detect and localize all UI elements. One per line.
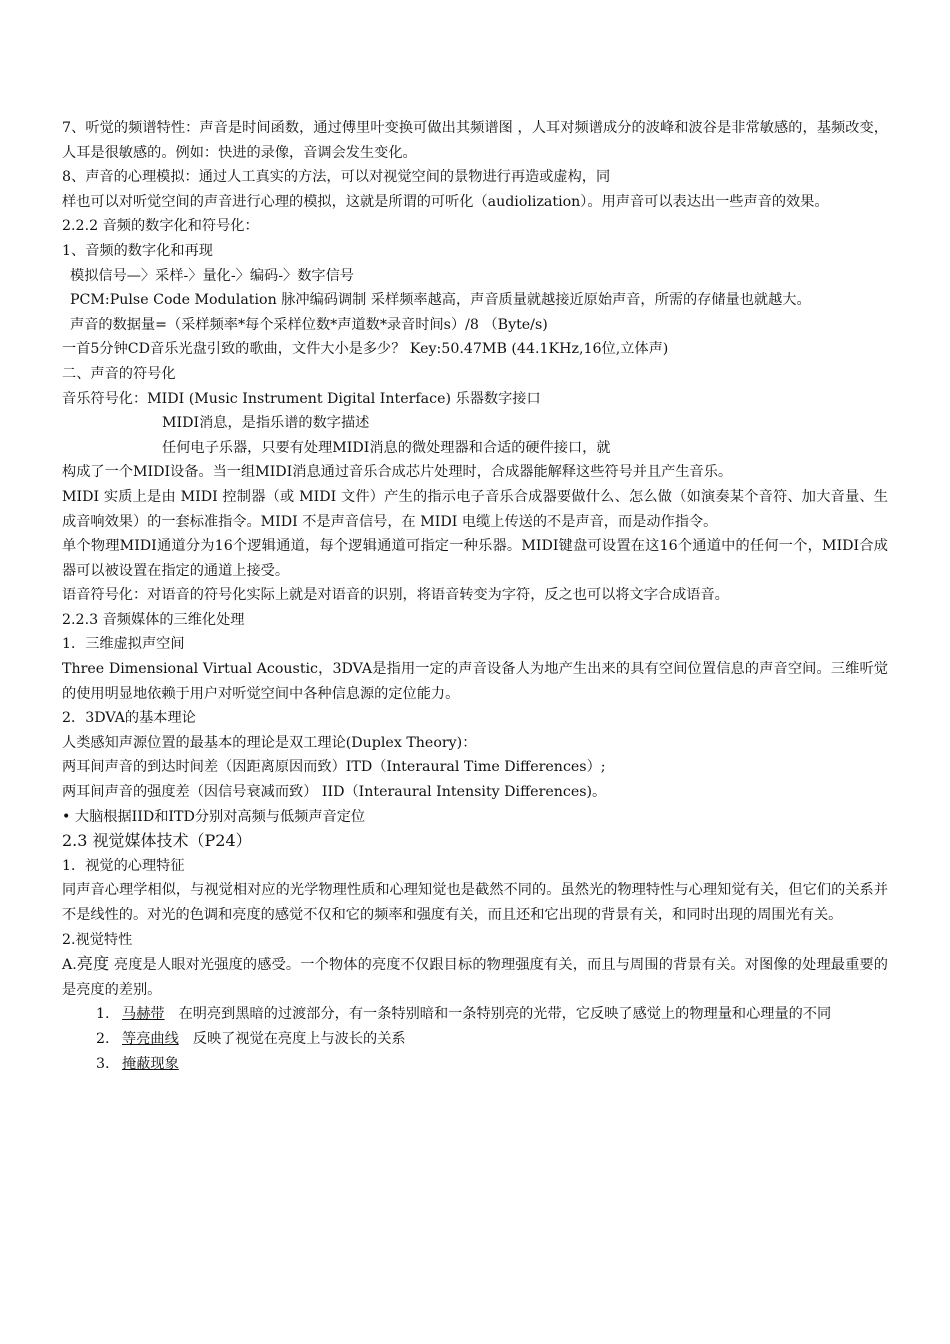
- list-number: 3.: [96, 1055, 110, 1072]
- duplex-theory: 人类感知声源位置的最基本的理论是双工理论(Duplex Theory)：: [62, 734, 477, 751]
- subheading-visual-psych: 1．视觉的心理特征: [62, 857, 185, 874]
- subheading-3dva-theory: 2．3DVA的基本理论: [62, 710, 196, 727]
- midi-message: MIDI消息，是指乐谱的数字描述: [162, 415, 370, 432]
- paragraph-brightness: [62, 952, 888, 1002]
- paragraph-audiolization: 样也可以对听觉空间的声音进行心理的模拟，这就是所谓的可听化（audiolization）。用声音可以表达出一些声音的效果。: [62, 193, 829, 210]
- itd-line: 两耳间声音的到达时间差（因距离原因而致）ITD（Interaural Time Differences）;: [62, 759, 606, 776]
- list-desc: 反映了视觉在亮度上与波长的关系: [192, 1030, 406, 1047]
- brightness-term: 亮度: [76, 954, 110, 974]
- list-term: 等亮曲线: [122, 1030, 179, 1047]
- question-cd: 一首5分钟CD音乐光盘引致的歌曲，文件大小是多少？ Key:50.47MB (44.1KHz,16位,立体声): [62, 341, 669, 358]
- list-number: 2.: [96, 1030, 110, 1047]
- paragraph-pcm: PCM:Pulse Code Modulation 脉冲编码调制 采样频率越高，声音质量就越接近原始声音，所需的存储量也就越大。: [70, 292, 811, 309]
- brightness-text: 亮度是人眼对光强度的感受。一个物体的亮度不仅跟目标的物理强度有关，而且与周围的背景有关。对图像的处理最重要的是亮度的差别。: [62, 957, 888, 998]
- section-heading-222: 2.2.2 音频的数字化和符号化：: [62, 218, 259, 235]
- list-number: 1.: [96, 1006, 110, 1023]
- subheading-visual-traits: 2.视觉特性: [62, 931, 133, 948]
- subheading-digitization: 1、音频的数字化和再现: [62, 242, 213, 259]
- list-term: 马赫带: [122, 1006, 165, 1023]
- signal-chain: 模拟信号—〉采样-〉量化-〉编码-〉数字信号: [70, 267, 354, 284]
- paragraph-midi-channels: 单个物理MIDI通道分为16个逻辑通道，每个逻辑通道可指定一种乐器。MIDI键盘可设置在这16个通道中的任何一个，MIDI合成器可以被设置在指定的通道上接受。: [62, 538, 888, 579]
- section-heading-23: 2.3 视觉媒体技术（P24）: [62, 831, 252, 851]
- list-item-equal-brightness: [62, 1027, 888, 1052]
- document-page: [62, 116, 888, 1076]
- section-heading-223: 2.2.3 音频媒体的三维化处理: [62, 611, 245, 628]
- paragraph-3dva: Three Dimensional Virtual Acoustic，3DVA是指用一定的声音设备人为地产生出来的具有空间位置信息的声音空间。三维听觉的使用明显地依赖于用户对听觉空间中各种信息源的定位能力。: [62, 661, 888, 702]
- subheading-symbolization: 二、声音的符号化: [62, 365, 176, 382]
- paragraph-midi-essence: MIDI 实质上是由 MIDI 控制器（或 MIDI 文件）产生的指示电子音乐合成器要做什么、怎么做（如演奏某个音符、加大音量、生成音响效果）的一套标准指令。MIDI 不是声音信号，在 MIDI 电缆上传送的不是声音，而是动作指令。: [62, 488, 888, 530]
- iid-line: 两耳间声音的强度差（因信号衰减而致） IID（Interaural Intensity Differences)。: [62, 784, 607, 801]
- list-item-masking: [62, 1052, 888, 1077]
- paragraph-visual-psych: 同声音心理学相似，与视觉相对应的光学物理性质和心理知觉也是截然不同的。虽然光的物理特性与心理知觉有关，但它们的关系并不是线性的。对光的色调和亮度的感觉不仅和它的频率和强度有关，而且还和它出现的背景有关，和同时出现的周围光有关。: [62, 882, 888, 923]
- list-desc: 在明亮到黑暗的过渡部分，有一条特别暗和一条特别亮的光带，它反映了感觉上的物理量和心理量的不同: [178, 1006, 832, 1023]
- paragraph-psych-sim: 8、声音的心理模拟：通过人工真实的方法，可以对视觉空间的景物进行再造或虚构，同: [62, 169, 611, 186]
- paragraph-spectrum: 7、听觉的频谱特性：声音是时间函数，通过傅里叶变换可做出其频谱图 ，人耳对频谱成分的波峰和波谷是非常敏感的，基频改变，人耳是很敏感的。例如：快进的录像，音调会发生变化。: [62, 120, 888, 161]
- list-item-mach-band: [62, 1002, 888, 1027]
- midi-device-intro: 任何电子乐器，只要有处理MIDI消息的微处理器和合适的硬件接口，就: [162, 439, 611, 456]
- midi-definition: 音乐符号化：MIDI (Music Instrument Digital Interface) 乐器数字接口: [62, 390, 541, 407]
- speech-symbolization: 语音符号化：对语音的符号化实际上就是对语音的识别，将语音转变为字符，反之也可以将文字合成语音。: [62, 587, 729, 604]
- brain-bullet: • 大脑根据IID和ITD分别对高频与低频声音定位: [62, 808, 366, 825]
- midi-device-cont: 构成了一个MIDI设备。当一组MIDI消息通过音乐合成芯片处理时，合成器能解释这些符号并且产生音乐。: [62, 464, 733, 481]
- list-term: 掩蔽现象: [122, 1055, 179, 1072]
- data-formula: 声音的数据量=（采样频率*每个采样位数*声道数*录音时间s）/8 （Byte/s): [70, 316, 548, 333]
- subheading-3d-space: 1．三维虚拟声空间: [62, 636, 185, 653]
- brightness-prefix: A.: [62, 957, 77, 974]
